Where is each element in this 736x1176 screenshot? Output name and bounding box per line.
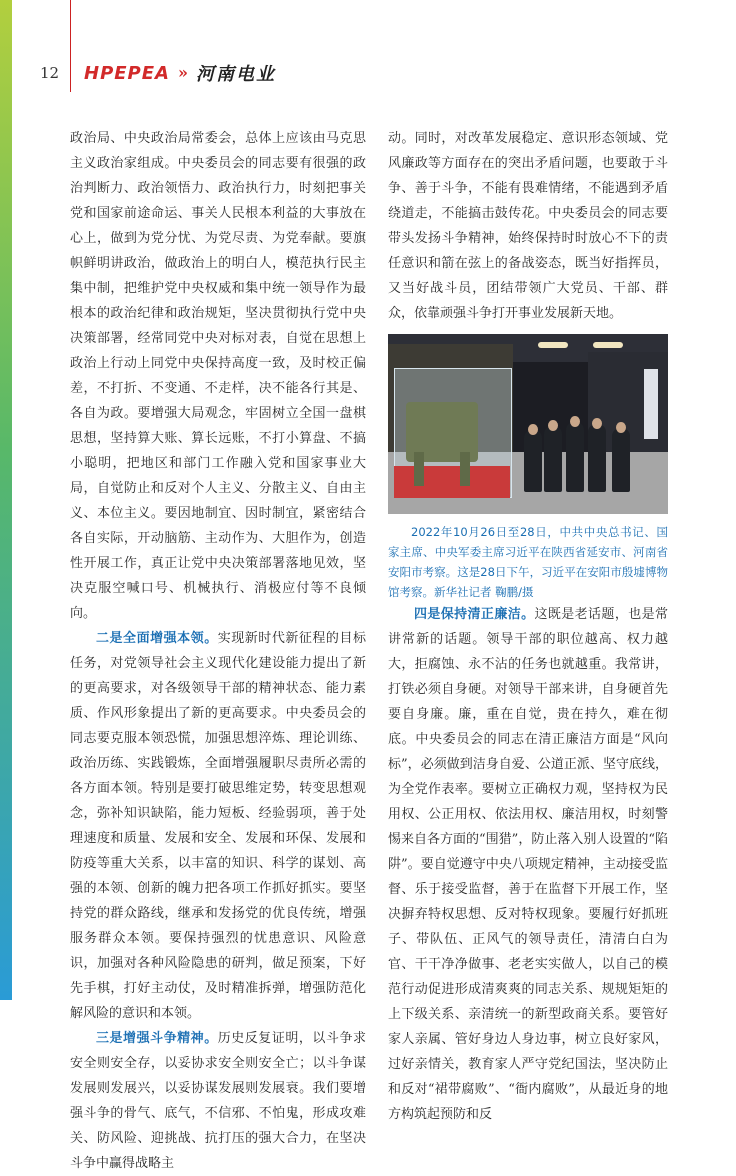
brand-latin-wordmark: HPEPEA (84, 62, 170, 84)
body-paragraph (70, 626, 366, 1026)
left-column (70, 126, 366, 1176)
paragraph-text: 实现新时代新征程的目标任务，对党领导社会主义现代化建设能力提出了新的更高要求，对各级领导干部的精神状态、能力素质、作风形象提出了新的更高要求。中央委员会的同志要克服本领恐慌，加强思想淬炼、理论训练、政治历练、实践锻炼，全面增强履职尽责所必需的各方面本领。特别是要打破思维定势，转变思想观念，弥补知识缺陷，能力短板、经验弱项，善于处理速度和质量、发展和安全、发展和环保、发展和防疫等重大关系，以丰富的知识、科学的谋划、高强的本领、创新的魄力把各项工作抓好抓实。要坚持党的群众路线，继承和发扬党的优良传统，增强服务群众本领。要保持强烈的忧患意识、风险意识，加强对各种风险隐患的研判，做足预案，下好先手棋，打好主动仗，及时精准拆弹，增强防范化解风险的意识和本领。 (70, 631, 366, 1021)
exhibit-panel (644, 369, 658, 439)
paragraph-text: 这既是老话题，也是常讲常新的话题。领导干部的职位越高、权力越大，拒腐蚀、永不沾的任务也就越重。我常讲，打铁必须自身硬。对领导干部来讲，自身硬首先要自身廉。廉，重在自觉，贵在持久，难在彻底。中央委员会的同志在清正廉洁方面是“风向标”，必须做到洁身自爱、公道正派、坚守底线，为全党作表率。要树立正确权力观，坚持权为民用权、公正用权、依法用权、廉洁用权，时刻警惕来自各方面的“围猎”，防止落入别人设置的“陷阱”。要自觉遵守中央八项规定精神，主动接受监督、乐于接受监督，善于在监督下开展工作，坚决摒弃特权思想、反对特权现象。要履行好抓班子、带队伍、正风气的领导责任，清清白白为官、干干净净做事、老老实实做人，以自己的模范行动促进形成清爽爽的同志关系、规规矩矩的上下级关系、亲清统一的新型政商关系。要管好家人亲属、管好身边人身边事，树立良好家风，过好亲情关，教育家人严守党纪国法，坚决防止和反对“裙带腐败”、“衙内腐败”，从最近身的地方构筑起预防和反 (388, 607, 668, 1122)
header-divider-line (70, 0, 71, 92)
paragraph-text: 历史反复证明，以斗争求安全则安全存，以妥协求安全则安全亡；以斗争谋发展则发展兴，以妥协谋发展则发展衰。我们要增强斗争的骨气、底气，不信邪、不怕鬼，形成攻难关、防风险、迎挑战、抗打压的强大合力，在坚决斗争中赢得战略主 (70, 1031, 366, 1171)
ceiling-lamp (538, 342, 568, 348)
visitor-head (548, 420, 558, 431)
museum-photo (388, 334, 668, 514)
body-paragraph: 政治局、中央政治局常委会，总体上应该由马克思主义政治家组成。中央委员会的同志要有很强的政治判断力、政治领悟力、政治执行力，时刻把事关党和国家前途命运、事关人民根本利益的大事放在心上，做到为党分忧、为党尽责、为党奉献。要旗帜鲜明讲政治，做政治上的明白人，模范执行民主集中制，把维护党中央权威和集中统一领导作为最根本的政治纪律和政治规矩，坚决贯彻执行党中央决策部署，经常同党中央对标对表，自觉在思想上政治上行动上同党中央保持高度一致，及时校正偏差，不打折、不变通、不走样，决不能各行其是、各自为政。要增强大局观念，牢固树立全国一盘棋思想，坚持算大账、算长远账，不打小算盘、不搞小聪明，把地区和部门工作融入党和国家事业大局，自觉防止和反对个人主义、分散主义、自由主义、本位主义。要因地制宜、因时制宜，紧密结合各自实际，开动脑筋、主动作为、大胆作为，创造性开展工作，真正让党中央决策部署落地见效，坚决克服空喊口号、机械执行、消极应付等不良倾向。 (70, 131, 366, 621)
body-paragraph (70, 1026, 366, 1176)
chevron-double-right-icon: » (177, 63, 188, 82)
photo-caption: 2022年10月26日至28日，中共中央总书记、国家主席、中央军委主席习近平在陕西省延安市、河南省安阳市考察。这是28日下午，习近平在安阳市殷墟博物馆考察。新华社记者 鞠鹏/摄 (388, 525, 668, 599)
right-column (388, 126, 668, 1127)
vessel-leg (460, 452, 470, 486)
page-number: 12 (40, 64, 60, 82)
display-plinth (394, 466, 510, 498)
ceiling-lamp (593, 342, 623, 348)
section-lead: 四是保持清正廉洁。 (414, 607, 535, 622)
visitor-figure (588, 424, 606, 492)
side-gradient-bar (0, 0, 12, 1000)
vessel-leg (414, 452, 424, 486)
visitor-figure (612, 428, 630, 492)
visitor-head (528, 424, 538, 435)
brand-chinese-wordmark: 河南电业 (195, 64, 276, 85)
visitor-head (616, 422, 626, 433)
body-paragraph: 动。同时，对改革发展稳定、意识形态领域、党风廉政等方面存在的突出矛盾问题，也要敢于斗争、善于斗争，不能有畏难情绪，不能遇到矛盾绕道走，不能搞击鼓传花。中央委员会的同志要带头发扬斗争精神，始终保持时时放心不下的责任意识和箭在弦上的备战姿态，既当好指挥员，又当好战斗员，团结带领广大党员、干部、群众，依靠顽强斗争打开事业发展新天地。 (388, 131, 668, 321)
visitor-figure (566, 422, 584, 492)
body-paragraph (388, 602, 668, 1127)
visitor-figure (524, 430, 542, 492)
visitor-figure (544, 426, 562, 492)
section-lead: 二是全面增强本领。 (96, 631, 218, 646)
visitor-head (570, 416, 580, 427)
section-lead: 三是增强斗争精神。 (96, 1031, 218, 1046)
magazine-logo (84, 60, 276, 86)
visitor-head (592, 418, 602, 429)
